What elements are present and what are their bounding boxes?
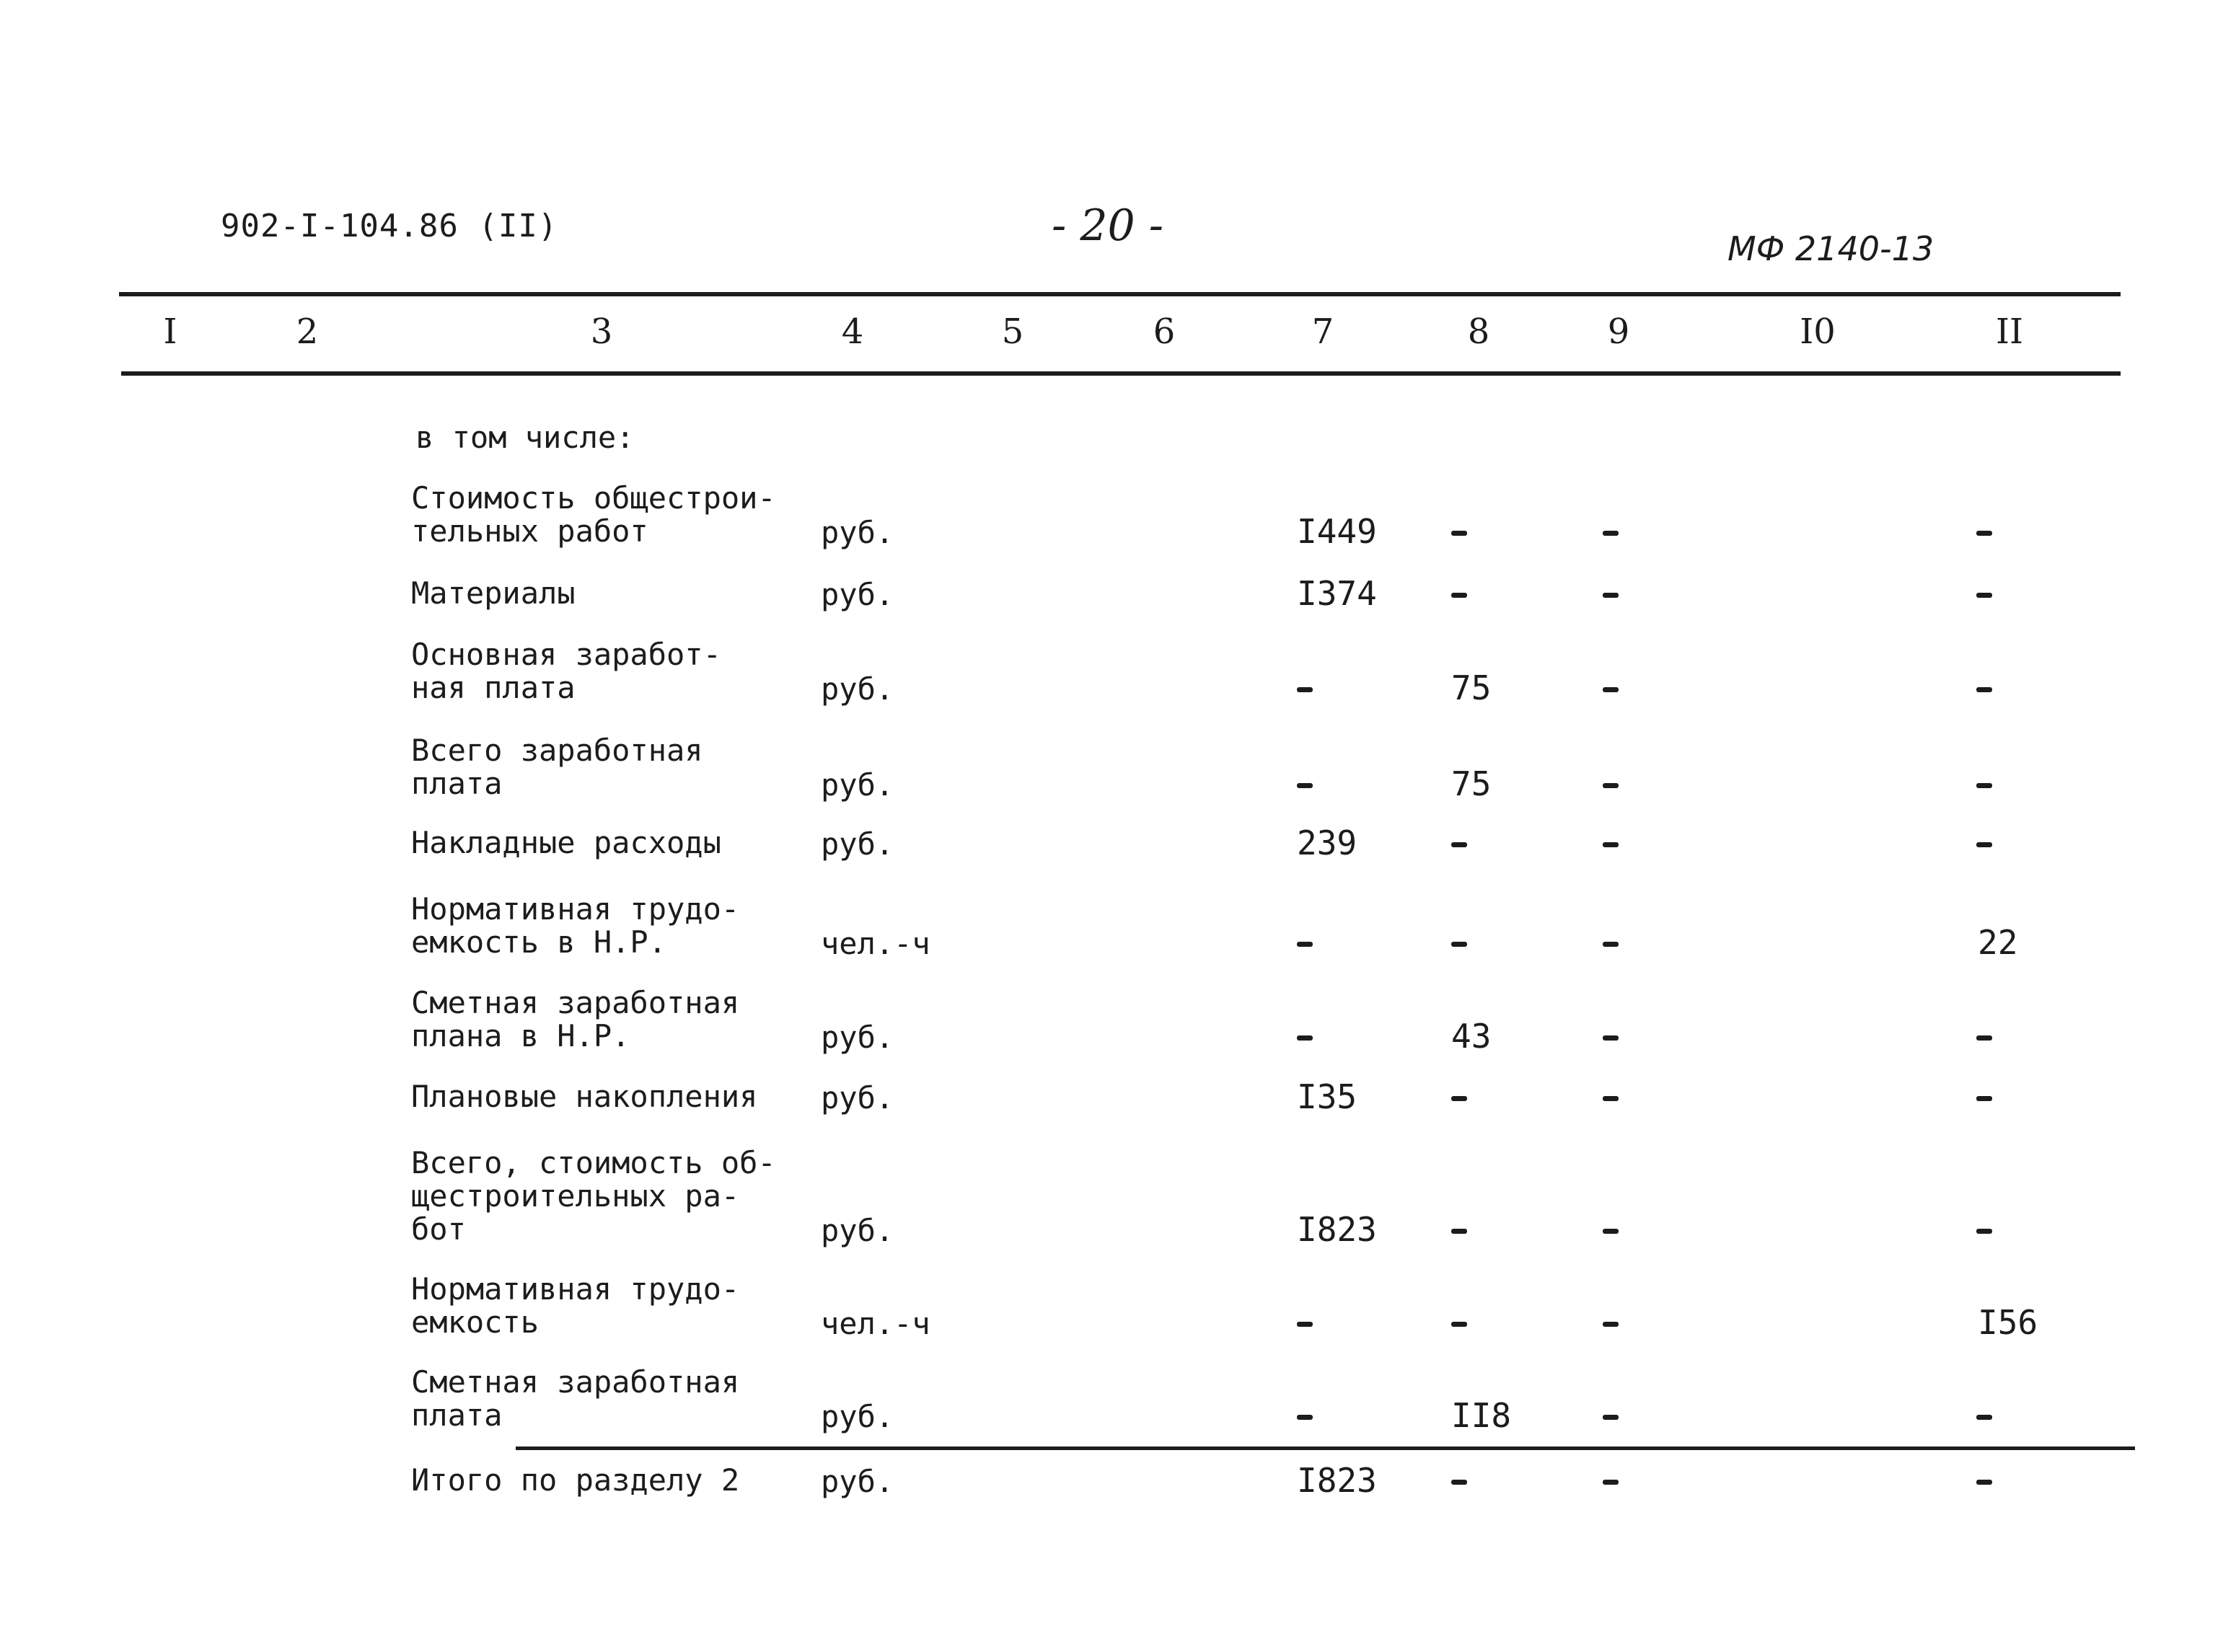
row-unit: чел.-ч: [821, 1306, 930, 1341]
row-unit: руб.: [821, 577, 894, 612]
value-text: I823: [1297, 1461, 1377, 1500]
row-unit: руб.: [821, 671, 894, 707]
dash-mark: [1603, 1035, 1619, 1041]
value-text: I449: [1297, 512, 1377, 551]
row-name: Всего, стоимость об- щестроительных ра- бот: [411, 1145, 776, 1247]
column-header-4: 4: [841, 312, 864, 352]
value-text: I35: [1297, 1077, 1357, 1116]
dash-mark: [1976, 842, 1992, 847]
dash-mark: [1603, 1415, 1619, 1420]
value-text: I56: [1978, 1303, 2038, 1342]
dash-mark: [1976, 783, 1992, 788]
row-name: Плановые накопления: [411, 1079, 758, 1114]
dash-mark: [1297, 687, 1313, 692]
dash-mark: [1603, 1480, 1619, 1485]
row-name: Нормативная трудо- емкость в Н.Р.: [411, 891, 740, 960]
value-text: 75: [1451, 668, 1492, 707]
dash-mark: [1451, 531, 1467, 536]
section-intro: в том числе:: [415, 420, 635, 455]
dash-mark: [1976, 531, 1992, 536]
column-header-11: II: [1996, 312, 2023, 352]
dash-mark: [1603, 1096, 1619, 1101]
dash-mark: [1297, 1322, 1313, 1327]
value-text: I823: [1297, 1210, 1377, 1249]
column-header-7: 7: [1311, 312, 1334, 352]
total-name: Итого по разделу 2: [411, 1462, 740, 1498]
row-name: Нормативная трудо- емкость: [411, 1271, 740, 1340]
row-name: Стоимость общестрои- тельных работ: [411, 480, 776, 549]
row-name: Сметная заработная плана в Н.Р.: [411, 985, 740, 1054]
dash-mark: [1451, 1096, 1467, 1101]
row-unit: руб.: [821, 1020, 894, 1055]
row-unit: руб.: [821, 1080, 894, 1116]
dash-mark: [1976, 1035, 1992, 1041]
dash-mark: [1603, 1229, 1619, 1234]
value-text: 43: [1451, 1017, 1492, 1056]
row-unit: руб.: [821, 1213, 894, 1248]
total-unit: руб.: [821, 1464, 894, 1499]
dash-mark: [1451, 1322, 1467, 1327]
dash-mark: [1451, 1229, 1467, 1234]
dash-mark: [1297, 783, 1313, 788]
dash-mark: [1976, 1480, 1992, 1485]
dash-mark: [1976, 1415, 1992, 1420]
table-top-rule: [119, 292, 2121, 296]
row-unit: чел.-ч: [821, 926, 930, 961]
dash-mark: [1976, 1229, 1992, 1234]
column-header-3: 3: [590, 312, 613, 352]
row-unit: руб.: [821, 1399, 894, 1434]
total-rule: [516, 1446, 2135, 1450]
column-header-9: 9: [1607, 312, 1630, 352]
dash-mark: [1603, 531, 1619, 536]
row-unit: руб.: [821, 767, 894, 803]
column-header-6: 6: [1153, 312, 1176, 352]
dash-mark: [1603, 687, 1619, 692]
value-text: 239: [1297, 823, 1357, 862]
value-text: 75: [1451, 764, 1492, 803]
value-text: 22: [1978, 923, 2018, 962]
dash-mark: [1451, 1480, 1467, 1485]
column-header-8: 8: [1467, 312, 1490, 352]
dash-mark: [1451, 593, 1467, 598]
document-code: 902-I-104.86 (II): [221, 208, 558, 244]
dash-mark: [1297, 1415, 1313, 1420]
dash-mark: [1451, 842, 1467, 847]
table-header-bottom-rule: [121, 371, 2121, 376]
dash-mark: [1603, 842, 1619, 847]
dash-mark: [1976, 687, 1992, 692]
dash-mark: [1976, 1096, 1992, 1101]
dash-mark: [1297, 942, 1313, 947]
row-name: Основная заработ- ная плата: [411, 637, 721, 705]
page-number: - 20 -: [1052, 200, 1164, 251]
row-unit: руб.: [821, 826, 894, 862]
dash-mark: [1976, 593, 1992, 598]
column-header-1: I: [163, 312, 177, 352]
archive-number: МФ 2140-13: [1727, 229, 1934, 268]
dash-mark: [1603, 1322, 1619, 1327]
dash-mark: [1603, 942, 1619, 947]
row-name: Накладные расходы: [411, 825, 721, 860]
row-name: Сметная заработная плата: [411, 1364, 740, 1433]
dash-mark: [1451, 942, 1467, 947]
dash-mark: [1603, 783, 1619, 788]
row-unit: руб.: [821, 515, 894, 550]
dash-mark: [1297, 1035, 1313, 1041]
dash-mark: [1603, 593, 1619, 598]
column-header-5: 5: [1001, 312, 1024, 352]
column-header-2: 2: [296, 312, 319, 352]
row-name: Материалы: [411, 575, 576, 611]
column-header-10: I0: [1800, 312, 1836, 352]
value-text: I374: [1297, 574, 1377, 613]
value-text: II8: [1451, 1396, 1512, 1435]
row-name: Всего заработная плата: [411, 733, 703, 801]
